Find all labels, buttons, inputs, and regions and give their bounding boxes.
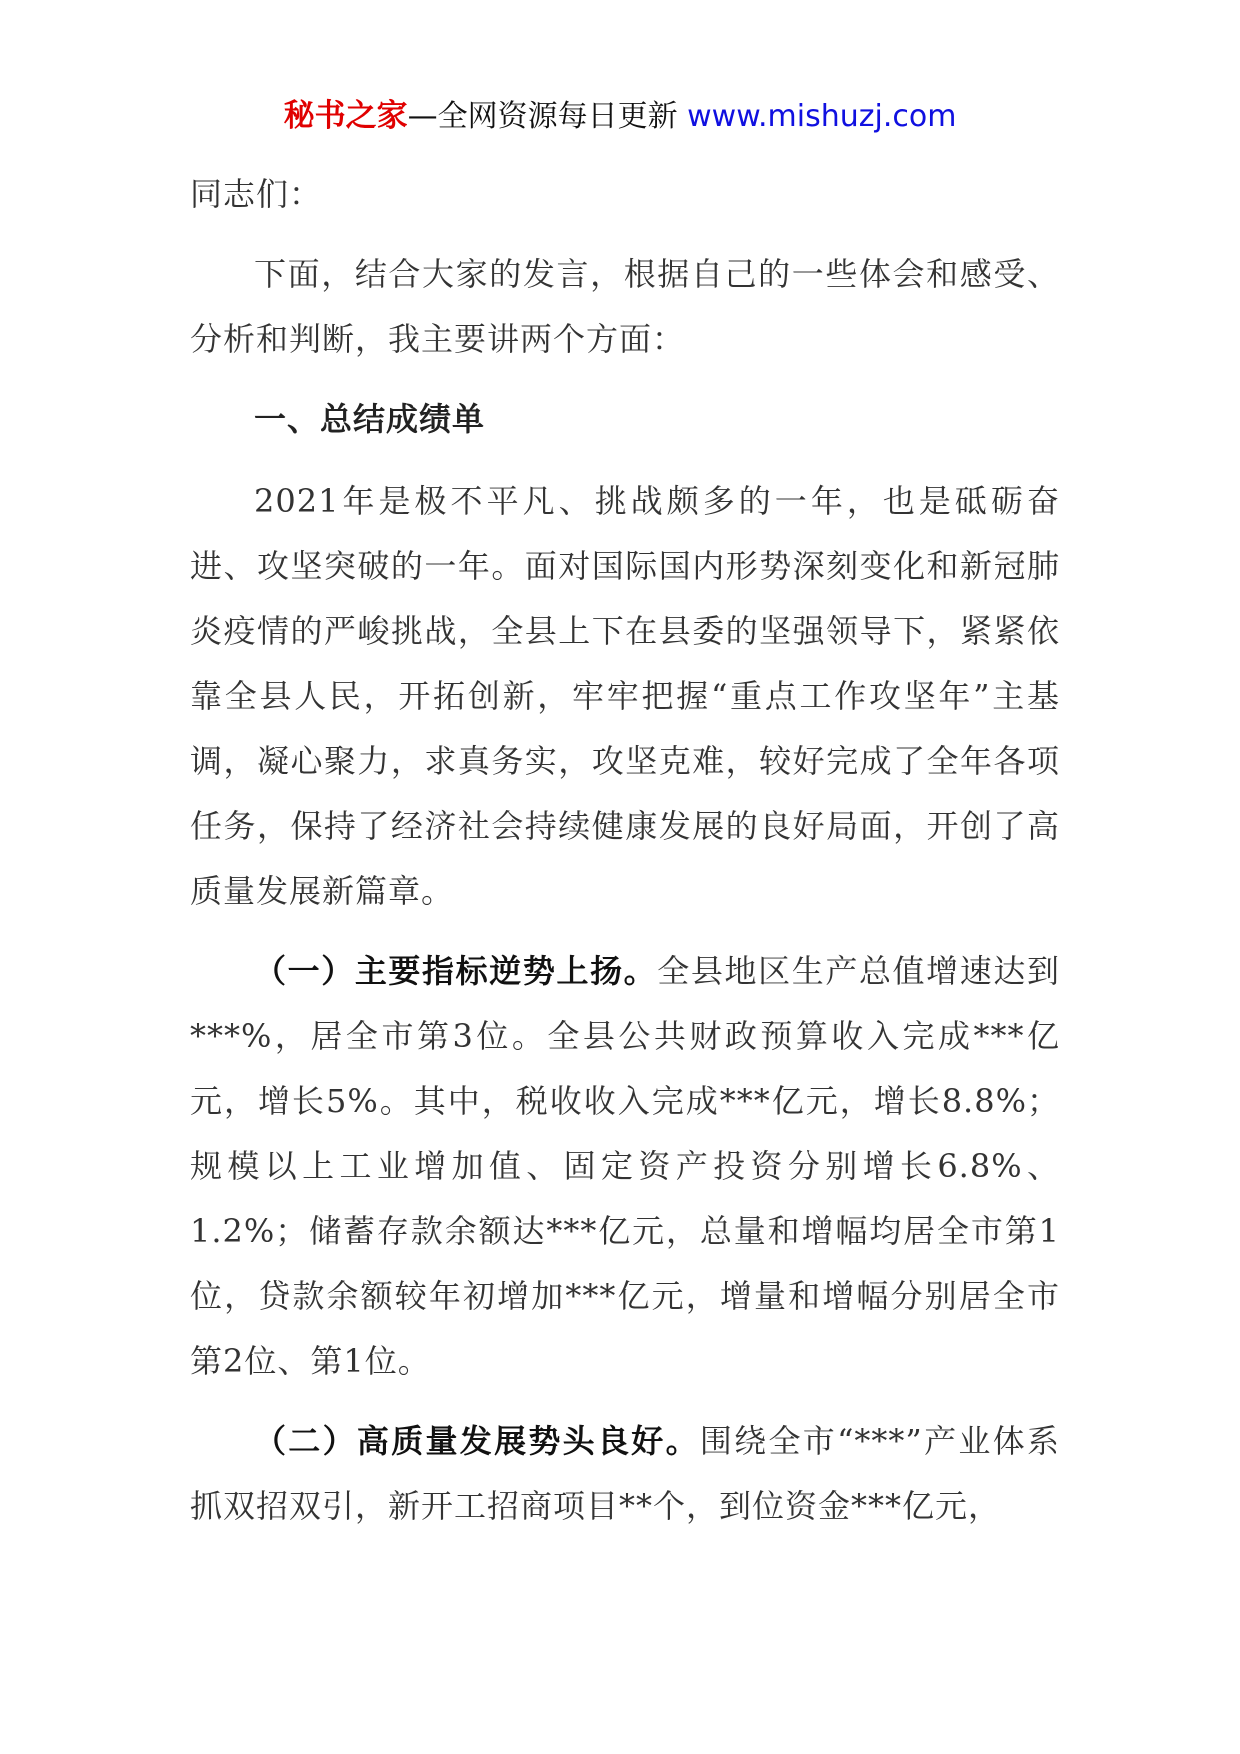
item-2-lead: （二）高质量发展势头良好。	[254, 1422, 700, 1460]
item-2-body: 围绕全市“***”产业体系抓双招双引，新开工招商项目**个，到位资金***亿元，	[190, 1422, 1060, 1525]
site-watermark-header	[0, 96, 1240, 137]
item-1-body: 全县地区生产总值增速达到***%，居全市第3位。全县公共财政预算收入完成***亿元，增长5%。其中，税收收入完成***亿元，增长8.8%；规模以上工业增加值、固定资产投资分别增长6.8%、1.2%；储蓄存款余额达***亿元，总量和增幅均居全市第1位，贷款余额较年初增加***亿元，增量和增幅分别居全市第2位、第1位。	[190, 952, 1060, 1380]
section-heading: 一、总结成绩单	[254, 400, 486, 438]
brand-slogan: —全网资源每日更新	[407, 99, 678, 134]
paragraph-summary: 2021年是极不平凡、挑战颇多的一年，也是砥砺奋进、攻坚突破的一年。面对国际国内形势深刻变化和新冠肺炎疫情的严峻挑战，全县上下在县委的坚强领导下，紧紧依靠全县人民，开拓创新，牢牢把握“重点工作攻坚年”主基调，凝心聚力，求真务实，攻坚克难，较好完成了全年各项任务，保持了经济社会持续健康发展的良好局面，开创了高质量发展新篇章。	[190, 482, 1060, 910]
intro-paragraph: 下面，结合大家的发言，根据自己的一些体会和感受、分析和判断，我主要讲两个方面：	[190, 255, 1060, 358]
document-body	[190, 162, 1060, 1539]
paragraph-item-2	[190, 1409, 1060, 1539]
paragraph-item-1	[190, 939, 1060, 1394]
site-url-link[interactable]: www.mishuzj.com	[687, 99, 957, 134]
salutation: 同志们：	[190, 175, 323, 213]
brand-name: 秘书之家	[283, 98, 408, 134]
item-1-lead: （一）主要指标逆势上扬。	[254, 952, 658, 990]
